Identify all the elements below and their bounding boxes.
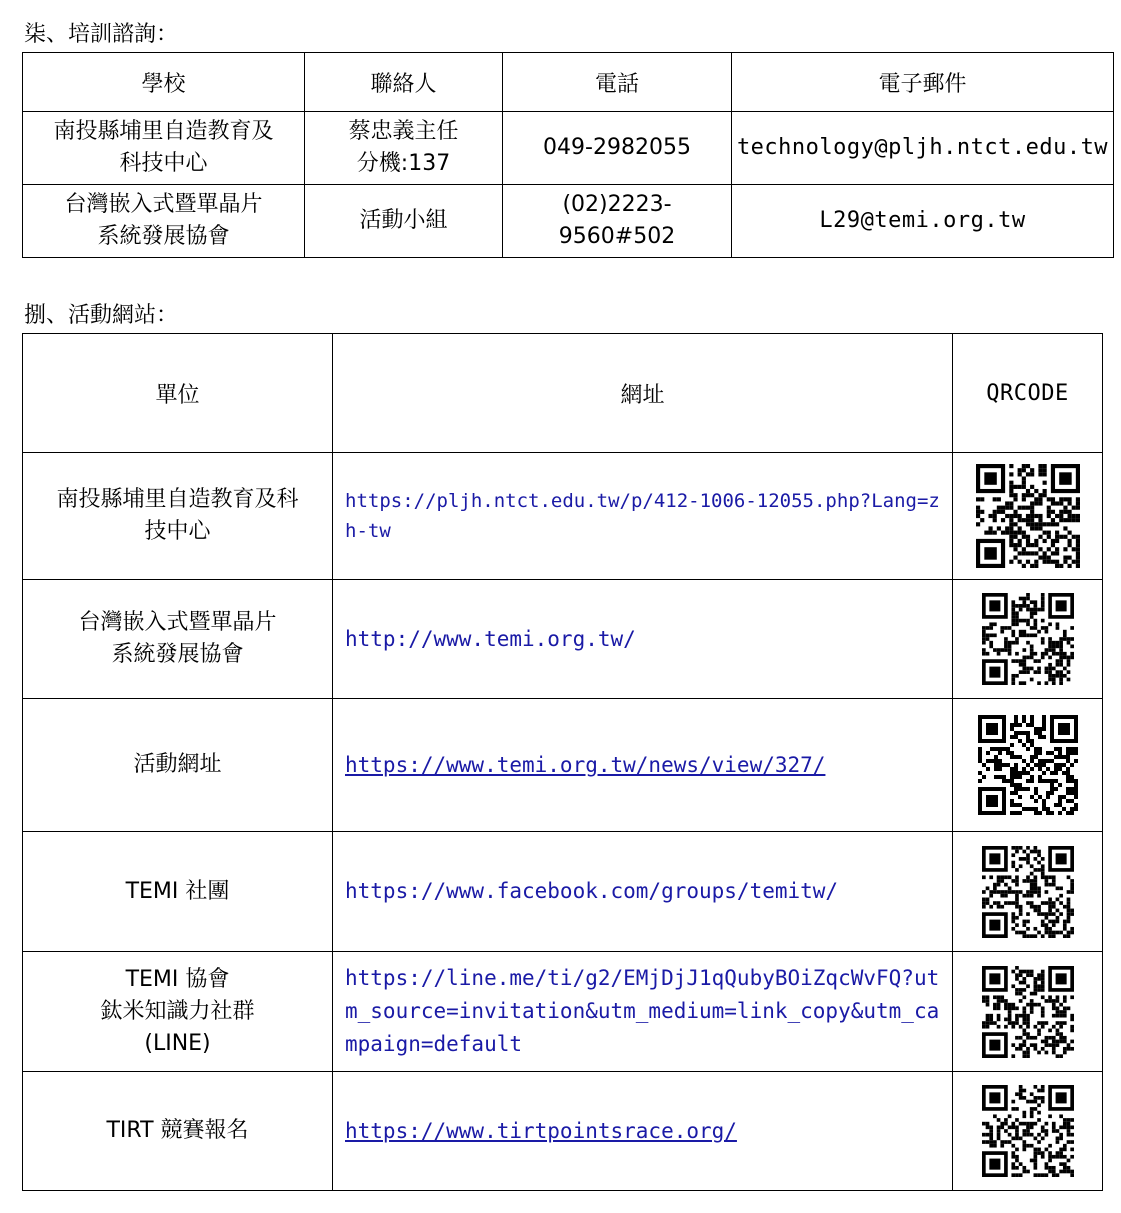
activity-websites-table [22,333,1103,1191]
school-cell [23,185,305,258]
table-row [23,1072,1103,1191]
url-link[interactable]: https://pljh.ntct.edu.tw/p/412-1006-12055.php?Lang=zh-tw [345,490,940,542]
url-cell[interactable] [333,952,953,1072]
unit-cell [23,580,333,699]
url-link[interactable]: https://line.me/ti/g2/EMjDjJ1qQubyBOiZqcWvFQ?utm_source=invitation&utm_medium=link_copy&utm_campaign=default [345,966,940,1056]
url-link[interactable]: https://www.tirtpointsrace.org/ [345,1118,737,1143]
qrcode-cell [953,580,1103,699]
url-link[interactable]: https://www.temi.org.tw/news/view/327/ [345,752,826,777]
qr-code-icon [982,846,1074,938]
table-row [23,453,1103,580]
unit-cell [23,699,333,832]
table-row [23,952,1103,1072]
table-row [23,185,1114,258]
url-cell[interactable] [333,832,953,952]
unit-name-line: 系統發展協會 [111,642,244,667]
contact-cell [305,185,503,258]
contact-extension: 分機:137 [356,151,451,176]
school-cell [23,112,305,185]
unit-cell [23,1072,333,1191]
unit-cell [23,453,333,580]
qr-code-icon [982,966,1074,1058]
column-header-contact: 聯絡人 [305,53,503,112]
unit-name-line: TEMI 協會 [125,966,230,992]
column-header-email: 電子郵件 [732,53,1114,112]
qr-code-icon [978,715,1078,815]
qrcode-cell [953,1072,1103,1191]
unit-name-line: TEMI 社團 [125,878,230,904]
unit-name-line: 技中心 [144,519,211,544]
contact-cell [305,112,503,185]
table-row [23,832,1103,952]
email-cell[interactable]: L29@temi.org.tw [732,185,1114,258]
qrcode-cell [953,832,1103,952]
contact-name: 蔡忠義主任 [348,119,459,144]
table-row [23,580,1103,699]
phone-cell [503,185,732,258]
unit-name-line: 活動網址 [133,752,222,777]
table-header-row [23,53,1114,112]
unit-name-line: 南投縣埔里自造教育及科 [56,487,299,512]
school-name-line: 科技中心 [119,151,208,176]
url-link[interactable]: https://www.facebook.com/groups/temitw/ [345,879,839,903]
qr-code-icon [982,1085,1074,1177]
section-title-websites: 捌、活動網站： [24,303,179,328]
url-cell[interactable] [333,1072,953,1191]
email-cell[interactable]: technology@pljh.ntct.edu.tw [732,112,1114,185]
unit-name-line: TIRT 競賽報名 [106,1118,249,1143]
url-cell[interactable] [333,453,953,580]
qrcode-cell [953,453,1103,580]
school-name-line: 系統發展協會 [97,224,230,249]
school-name-line: 南投縣埔里自造教育及 [53,119,274,144]
unit-name-line: 台灣嵌入式暨單晶片 [78,610,277,635]
url-cell[interactable] [333,699,953,832]
table-header-row [23,334,1103,453]
phone-number: (02)2223- [562,192,672,217]
qrcode-cell [953,699,1103,832]
qr-code-icon [982,593,1074,685]
column-header-qrcode: QRCODE [953,334,1103,453]
phone-number: 049-2982055 [543,135,691,160]
qrcode-cell [953,952,1103,1072]
unit-name-line: 鈦米知識力社群 [100,998,255,1024]
contact-name: 活動小組 [359,208,448,233]
unit-cell [23,832,333,952]
school-name-line: 台灣嵌入式暨單晶片 [64,192,263,217]
column-header-school: 學校 [23,53,305,112]
consulting-contact-table [22,52,1114,258]
table-row [23,699,1103,832]
phone-number: 9560#502 [558,224,676,249]
column-header-url: 網址 [333,334,953,453]
url-link[interactable]: http://www.temi.org.tw/ [345,626,636,651]
column-header-phone: 電話 [503,53,732,112]
table-row [23,112,1114,185]
section-title-consulting: 柒、培訓諮詢： [24,22,179,47]
phone-cell [503,112,732,185]
unit-name-line: (LINE) [144,1030,211,1056]
url-cell[interactable] [333,580,953,699]
column-header-unit: 單位 [23,334,333,453]
qr-code-icon [976,464,1080,568]
unit-cell [23,952,333,1072]
